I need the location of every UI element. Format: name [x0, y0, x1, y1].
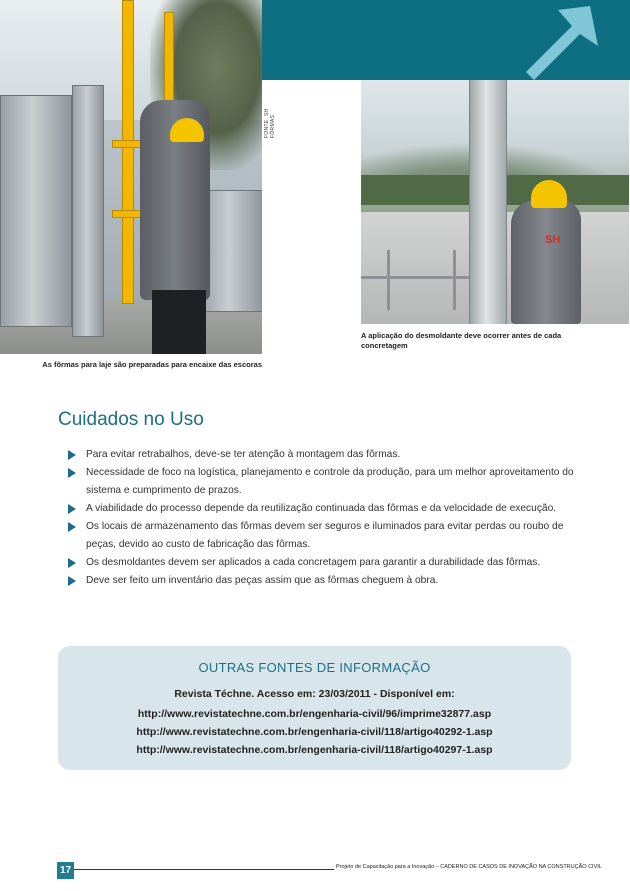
list-item-text: A viabilidade do processo depende da reutilização continuada das fôrmas e da velocidade de execução. [86, 503, 557, 514]
list-item-text: Deve ser feito um inventário das peças assim que as fôrmas cheguem à obra. [86, 575, 439, 586]
caption-left: As fôrmas para laje são preparadas para encaixe das escoras [42, 360, 262, 369]
triangle-bullet-icon [68, 576, 76, 586]
footer-text: Projeto de Capacitação para a Inovação – CADERNO DE CASOS DE INOVAÇÃO NA CONSTRUÇÃO CIVIL [336, 864, 602, 870]
triangle-bullet-icon [68, 468, 76, 478]
info-link[interactable]: http://www.revistatechne.com.br/engenharia-civil/96/imprime32877.asp [137, 708, 492, 720]
list-item [68, 446, 588, 464]
triangle-bullet-icon [68, 558, 76, 568]
info-link[interactable]: http://www.revistatechne.com.br/engenharia-civil/118/artigo40297-1.asp [136, 744, 493, 756]
info-source-line: Revista Téchne. Acesso em: 23/03/2011 - Disponível em: [174, 688, 455, 700]
list-item [68, 518, 588, 554]
triangle-bullet-icon [68, 504, 76, 514]
list-item-text: Para evitar retrabalhos, deve-se ter atenção à montagem das fôrmas. [86, 449, 401, 460]
info-link[interactable]: http://www.revistatechne.com.br/engenharia-civil/118/artigo40292-1.asp [136, 726, 493, 738]
list-item-text: Os locais de armazenamento das fôrmas devem ser seguros e iluminados para evitar perdas ou roubo de peças, devido ao custo de fabricação das fôrmas. [86, 521, 564, 550]
list-item [68, 500, 588, 518]
photo-formwork-slab [0, 0, 262, 354]
triangle-bullet-icon [68, 450, 76, 460]
list-item [68, 464, 588, 500]
page-number: 17 [57, 862, 74, 879]
caption-right: A aplicação do desmoldante deve ocorrer antes de cada concretagem [361, 331, 562, 350]
list-item [68, 572, 588, 590]
list-item-text: Necessidade de foco na logística, planejamento e controle da produção, para um melhor aproveitamento do sistema e cumprimento de prazos. [86, 467, 574, 496]
bullet-list [68, 446, 588, 590]
photo-release-agent [361, 80, 629, 324]
list-item [68, 554, 588, 572]
arrow-icon [520, 6, 600, 80]
footer-divider [74, 869, 334, 870]
photo-credit: FONTE: SH FÔRMAS [264, 108, 276, 138]
list-item-text: Os desmoldantes devem ser aplicados a cada concretagem para garantir a durabilidade das fôrmas. [86, 557, 541, 568]
company-logo: SH [545, 234, 561, 246]
triangle-bullet-icon [68, 522, 76, 532]
info-box-title: OUTRAS FONTES DE INFORMAÇÃO [198, 660, 431, 675]
section-title: Cuidados no Uso [58, 409, 204, 430]
